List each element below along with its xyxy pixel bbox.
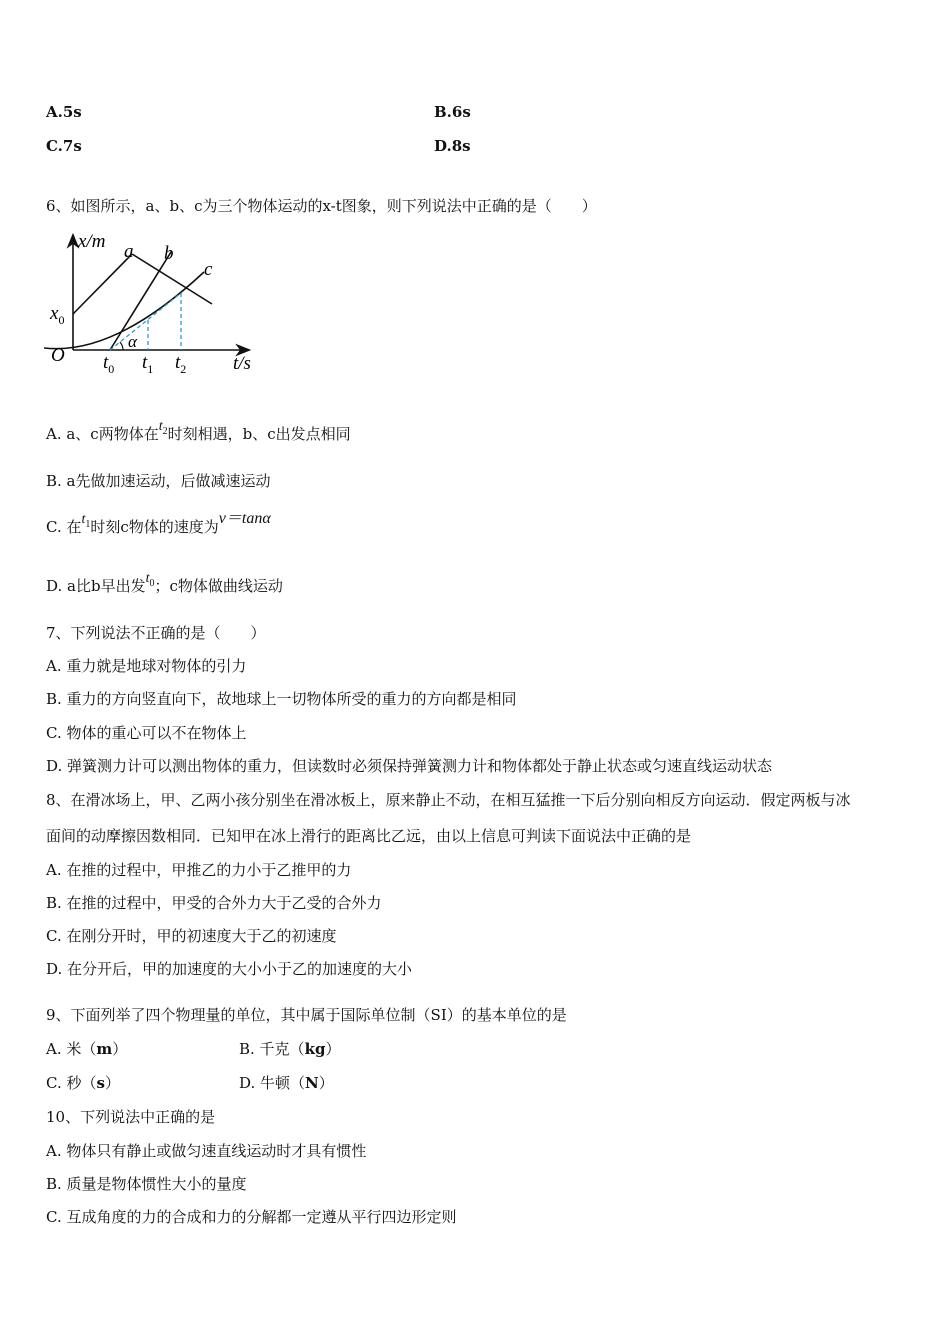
q6-option-b: B. a先做加速运动，后做减速运动 [46, 472, 271, 490]
angle-arc [120, 342, 123, 350]
q10-stem: 10、下列说法中正确的是 [46, 1108, 216, 1126]
alpha-label: α [128, 332, 137, 351]
q8-option-b: B. 在推的过程中，甲受的合外力大于乙受的合外力 [46, 894, 382, 912]
y-axis-label: x/m [78, 231, 106, 252]
q10-option-b: B. 质量是物体惯性大小的量度 [46, 1175, 247, 1193]
q9-option-a: A. 米（m） [46, 1040, 128, 1058]
q9-option-d: D. 牛顿（N） [239, 1074, 334, 1092]
t0-label: $t_0$ [103, 352, 115, 376]
q7-option-d: D. 弹簧测力计可以测出物体的重力，但读数时必须保持弹簧测力计和物体都处于静止状态或匀速直线运动状态 [46, 757, 773, 775]
q6-option-d: D. a比b早出发$t_0$；c物体做曲线运动 [46, 571, 283, 595]
q10-option-a: A. 物体只有静止或做匀速直线运动时才具有惯性 [46, 1142, 367, 1160]
q7-option-a: A. 重力就是地球对物体的引力 [46, 657, 247, 675]
q6-option-c: C. 在$t_1$时刻c物体的速度为v＝tanα [46, 510, 271, 536]
q8-stem-line1: 8、在滑冰场上，甲、乙两小孩分别坐在滑冰板上，原来静止不动，在相互猛推一下后分别向相反方向运动．假定两板与冰 [46, 791, 851, 809]
q9-option-c: C. 秒（s） [46, 1074, 120, 1092]
q8-option-d: D. 在分开后，甲的加速度的大小小于乙的加速度的大小 [46, 960, 413, 978]
origin-label: O [51, 345, 65, 366]
q6-option-a: A. a、c两物体在$t_2$时刻相遇，b、c出发点相同 [46, 419, 351, 443]
x0-label: $x_0$ [50, 303, 65, 327]
line-a [73, 254, 132, 314]
tangent-dashed [110, 293, 181, 350]
q5-option-d: D.8s [434, 137, 471, 155]
x-axis-label: t/s [233, 353, 251, 374]
q8-option-a: A. 在推的过程中，甲推乙的力小于乙推甲的力 [46, 861, 352, 879]
q7-stem: 7、下列说法不正确的是（ ） [46, 624, 266, 642]
t2-label: $t_2$ [175, 352, 187, 376]
q5-option-c: C.7s [46, 137, 82, 155]
label-c: c [204, 259, 213, 280]
q10-option-c: C. 互成角度的力的合成和力的分解都一定遵从平行四边形定则 [46, 1208, 457, 1226]
q5-option-a: A.5s [46, 103, 82, 121]
q8-option-c: C. 在刚分开时，甲的初速度大于乙的初速度 [46, 927, 337, 945]
q8-stem-line2: 面间的动摩擦因数相同．已知甲在冰上滑行的距离比乙远，由以上信息可判读下面说法中正确的是 [46, 827, 692, 845]
label-a: a [124, 241, 134, 262]
q6-xt-graph [44, 228, 264, 380]
t1-label: $t_1$ [142, 352, 154, 376]
q6-stem: 6、如图所示，a、b、c为三个物体运动的x-t图象，则下列说法中正确的是（ ） [46, 197, 597, 215]
label-b: b [164, 243, 174, 264]
q7-option-c: C. 物体的重心可以不在物体上 [46, 724, 247, 742]
q9-stem: 9、下面列举了四个物理量的单位，其中属于国际单位制（SI）的基本单位的是 [46, 1006, 567, 1024]
q9-option-b: B. 千克（kg） [239, 1040, 341, 1058]
q7-option-b: B. 重力的方向竖直向下，故地球上一切物体所受的重力的方向都是相同 [46, 690, 517, 708]
q5-option-b: B.6s [434, 103, 471, 121]
